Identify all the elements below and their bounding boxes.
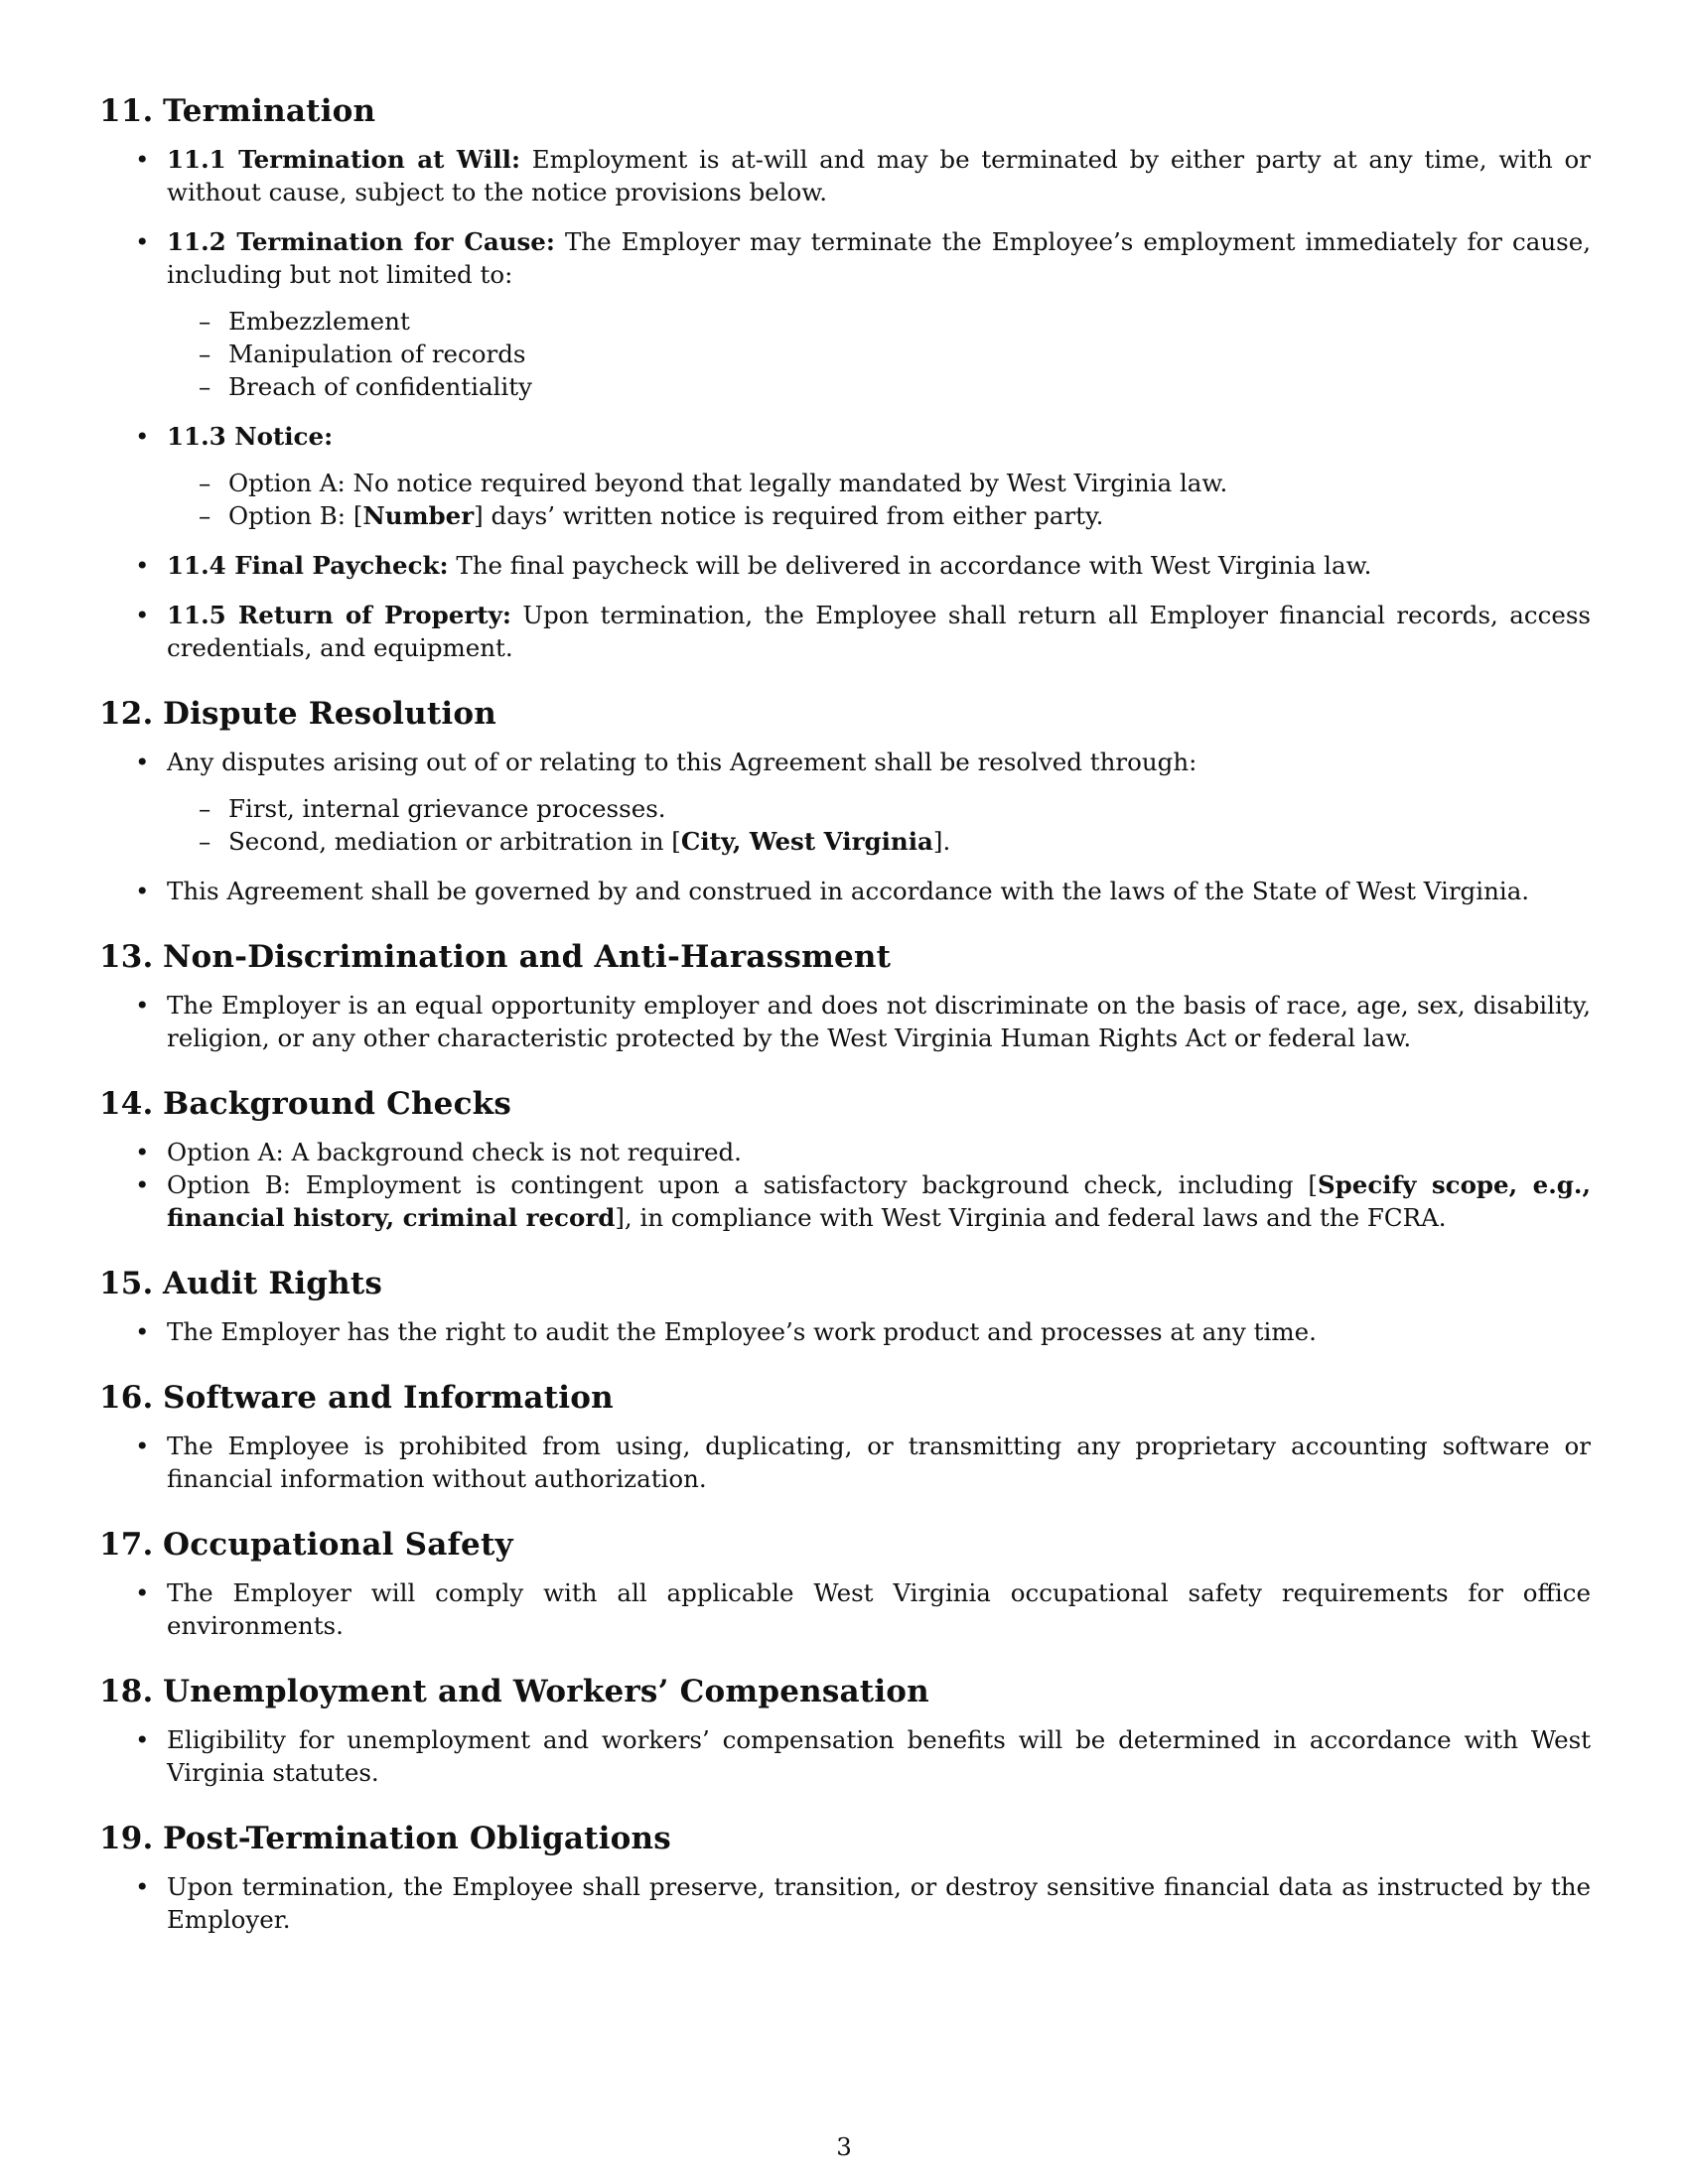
list-item: • The Employer has the right to audit the Employee’s work product and processes at any time. <box>99 1315 1591 1348</box>
section-heading: 12. Dispute Resolution <box>99 696 497 732</box>
sub-item: – Option B: [Number] days’ written notice is required from either party. <box>167 499 1591 532</box>
sub-item: – First, internal grievance processes. <box>167 792 1591 825</box>
placeholder-city: City, West Virginia <box>680 827 933 856</box>
section-software-information <box>99 1378 1591 1495</box>
section-heading: 13. Non-Discrimination and Anti-Harassment <box>99 939 892 975</box>
list-item: • Upon termination, the Employee shall preserve, transition, or destroy sensitive financial data as instructed by the Employer. <box>99 1870 1591 1936</box>
placeholder-number: Number <box>362 501 475 530</box>
section-unemployment-compensation <box>99 1672 1591 1789</box>
list-item: • The Employer will comply with all applicable West Virginia occupational safety requirements for office environments. <box>99 1576 1591 1642</box>
placeholder-scope: Specify scope, e.g., financial history, criminal record <box>167 1170 1591 1232</box>
list-item: • The Employer is an equal opportunity employer and does not discriminate on the basis of race, age, sex, disability, religion, or any other characteristic protected by the West Virginia Human Rights Act or federal law. <box>99 989 1591 1054</box>
section-occupational-safety <box>99 1525 1591 1642</box>
section-background-checks <box>99 1084 1591 1234</box>
clause-11-2: • 11.2 Termination for Cause: The Employer may terminate the Employee’s employment immediately for cause, including but not limited to: – Embezzlement – Manipulation of records – Breach of confidentiality <box>99 225 1591 403</box>
list-item: • Option B: Employment is contingent upon a satisfactory background check, including [Specify scope, e.g., financial history, criminal record], in compliance with West Virginia and federal laws and the FCRA. <box>99 1168 1591 1234</box>
document-page <box>99 91 1591 1966</box>
section-non-discrimination <box>99 937 1591 1054</box>
list-item: • Eligibility for unemployment and workers’ compensation benefits will be determined in accordance with West Virginia statutes. <box>99 1723 1591 1789</box>
section-heading: 15. Audit Rights <box>99 1266 383 1301</box>
sub-item: – Second, mediation or arbitration in [City, West Virginia]. <box>167 825 1591 858</box>
section-audit-rights <box>99 1264 1591 1348</box>
list-item: • The Employee is prohibited from using, duplicating, or transmitting any proprietary accounting software or financial information without authorization. <box>99 1430 1591 1495</box>
list-item: • Option A: A background check is not required. <box>99 1136 1591 1168</box>
sub-item: – Breach of confidentiality <box>167 370 1591 403</box>
clause-11-4: • 11.4 Final Paycheck: The final paycheck will be delivered in accordance with West Virginia law. <box>99 549 1591 582</box>
section-dispute-resolution <box>99 694 1591 907</box>
clause-11-3: • 11.3 Notice: – Option A: No notice required beyond that legally mandated by West Virginia law. – Option B: [Number] days’ written notice is required from either party. <box>99 420 1591 532</box>
list-item: • This Agreement shall be governed by and construed in accordance with the laws of the State of West Virginia. <box>99 875 1591 907</box>
clause-11-1: • 11.1 Termination at Will: Employment is at-will and may be terminated by either party at any time, with or without cause, subject to the notice provisions below. <box>99 143 1591 208</box>
section-heading: 14. Background Checks <box>99 1086 512 1122</box>
section-termination <box>99 91 1591 664</box>
sub-item: – Option A: No notice required beyond that legally mandated by West Virginia law. <box>167 467 1591 499</box>
section-post-termination <box>99 1819 1591 1936</box>
section-heading: 19. Post-Termination Obligations <box>99 1821 671 1856</box>
section-heading: 16. Software and Information <box>99 1380 614 1416</box>
page-number: 3 <box>836 2132 852 2161</box>
sub-item: – Embezzlement <box>167 305 1591 338</box>
section-heading: 17. Occupational Safety <box>99 1527 513 1563</box>
clause-11-5: • 11.5 Return of Property: Upon termination, the Employee shall return all Employer financial records, access credentials, and equipment. <box>99 599 1591 664</box>
section-heading: 11. Termination <box>99 93 376 129</box>
sub-item: – Manipulation of records <box>167 338 1591 370</box>
section-heading: 18. Unemployment and Workers’ Compensation <box>99 1674 929 1709</box>
list-item: • Any disputes arising out of or relating to this Agreement shall be resolved through: – First, internal grievance processes. – Second, mediation or arbitration in [City, West Virginia]. <box>99 746 1591 858</box>
